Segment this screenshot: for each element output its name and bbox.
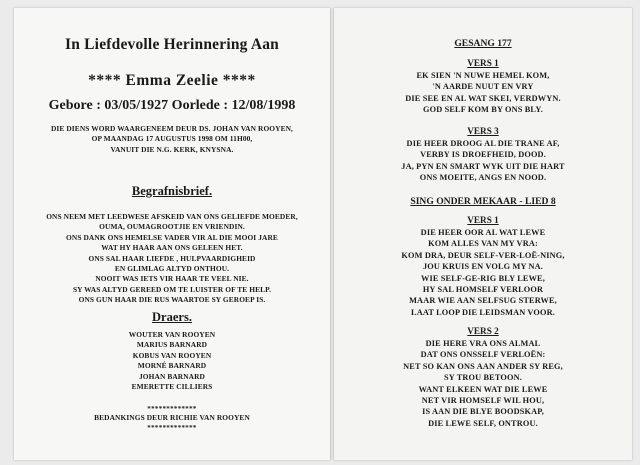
verse-line: NET VIR HOMSELF WIL HOU, — [421, 396, 545, 406]
lied-verse1 — [334, 227, 632, 318]
gesang-title: GESANG 177 — [454, 38, 512, 49]
pallbearers-list — [14, 330, 330, 392]
verse-line: KOM ALLES VAN MY VRA: — [428, 239, 538, 249]
pallbearer-name: KOBUS VAN ROOYEN — [132, 350, 212, 360]
service-details — [14, 124, 330, 155]
draers-heading: Draers. — [152, 310, 192, 324]
stars-divider-bottom: ************* — [147, 424, 197, 432]
lied-title: SING ONDER MEKAAR - LIED 8 — [410, 196, 556, 207]
letter-line: ONS SAL HAAR LIEFDE , HULPVAARDIGHEID — [88, 253, 256, 263]
lied-verse2 — [334, 338, 632, 429]
letter-line: ONS DANK ONS HEMELSE VADER VIR AL DIE MOOI JARE — [66, 232, 278, 242]
pallbearer-name: JOHAN BARNARD — [139, 371, 205, 381]
pallbearer-name: MARIUS BARNARD — [136, 340, 208, 350]
verse-line: DIE HERE VRA ONS ALMAL — [425, 339, 541, 348]
verse-line: ONS MOEITE, ANGS EN NOOD. — [419, 173, 547, 183]
verse-line: LAAT LOOP DIE LEIDSMAN VOOR. — [411, 307, 555, 317]
memorial-title: In Liefdevolle Herinnering Aan — [65, 36, 279, 53]
pallbearer-name: WOUTER VAN ROOYEN — [128, 330, 216, 339]
letter-line: EN GLIMLAG ALTYD ONTHOU. — [114, 264, 230, 274]
service-line: VANUIT DIE N.G. KERK, KNYSNA. — [110, 144, 234, 154]
birth-death-dates: Gebore : 03/05/1927 Oorlede : 12/08/1998 — [48, 98, 296, 113]
gesang-verse3-label: VERS 3 — [467, 126, 499, 136]
pallbearer-name: EMERETTE CILLIERS — [131, 382, 213, 392]
gesang-verse1 — [334, 70, 632, 116]
verse-line: IS AAN DIE BLYE BOODSKAP, — [422, 407, 544, 417]
letter-line: SY WAS ALTYD GEREED OM TE LUISTER OF TE HELP. — [72, 284, 272, 294]
verse-line: MAAR WIE AAN SELFSUG STERWE, — [409, 296, 557, 306]
begrafnisbrief-heading: Begrafnisbrief. — [131, 184, 213, 198]
letter-line: WAT HY HAAR AAN ONS GELEEN HET. — [101, 243, 243, 253]
verse-line: JA, PYN EN SMART WYK UIT DIE HART — [401, 161, 565, 171]
deceased-name: **** Emma Zeelie **** — [88, 72, 256, 89]
right-page — [334, 8, 632, 460]
verse-line: SY TROU BETOON. — [444, 373, 522, 383]
verse-line: GOD SELF KOM BY ONS BLY. — [423, 105, 543, 115]
verse-line: DAT ONS ONSSELF VERLOËN: — [420, 350, 546, 360]
letter-line: ONS NEEM MET LEEDWESE AFSKEID VAN ONS GELIEFDE MOEDER, — [46, 212, 298, 221]
lied-verse2-label: VERS 2 — [467, 326, 499, 336]
verse-line: DIE HEER DROOG AL DIE TRANE AF, — [406, 139, 560, 148]
verse-line: EK SIEN 'N NUWE HEMEL KOM, — [416, 71, 550, 80]
verse-line: JOU KRUIS EN VOLG MY NA. — [422, 262, 544, 272]
pallbearer-name: MORNÉ BARNARD — [137, 361, 207, 371]
verse-line: DIE SEE EN AL WAT SKEI, VERDWYN. — [405, 93, 561, 103]
gesang-verse1-label: VERS 1 — [467, 58, 499, 68]
begrafnisbrief-text — [14, 212, 330, 306]
letter-line: OUMA, OUMAGROOTJIE EN VRIENDIN. — [99, 222, 245, 232]
verse-line: DIE LEWE SELF, ONTROU. — [428, 418, 538, 428]
letter-line: ONS GUN HAAR DIE RUS WAARTOE SY GEROEP IS. — [78, 295, 266, 305]
verse-line: WANT ELKEEN WAT DIE LEWE — [418, 384, 548, 394]
verse-line: HY SAL HOMSELF VERLOOR — [422, 285, 544, 295]
left-page — [14, 8, 330, 460]
lied-verse1-label: VERS 1 — [467, 215, 499, 225]
verse-line: KOM DRA, DEUR SELF-VER-LOË-NING, — [401, 250, 565, 260]
verse-line: 'N AARDE NUUT EN VRY — [432, 82, 534, 92]
verse-line: WIE SELF-GE-RIG BLY LEWE, — [421, 273, 545, 283]
service-line: OP MAANDAG 17 AUGUSTUS 1998 OM 11H00, — [91, 134, 253, 144]
verse-line: VERBY IS DROEFHEID, DOOD. — [420, 150, 546, 160]
verse-line: NET SO KAN ONS AAN ANDER SY REG, — [403, 361, 563, 371]
letter-line: NOOIT WAS IETS VIR HAAR TE VEEL NIE. — [95, 274, 249, 284]
thanks-line: BEDANKINGS DEUR RICHIE VAN ROOYEN — [94, 413, 250, 422]
verse-line: DIE HEER OOR AL WAT LEWE — [420, 228, 546, 237]
stars-divider-top: ************* — [147, 405, 197, 413]
service-line: DIE DIENS WORD WAARGENEEM DEUR DS. JOHAN VAN ROOYEN, — [50, 124, 293, 133]
gesang-verse3 — [334, 138, 632, 184]
